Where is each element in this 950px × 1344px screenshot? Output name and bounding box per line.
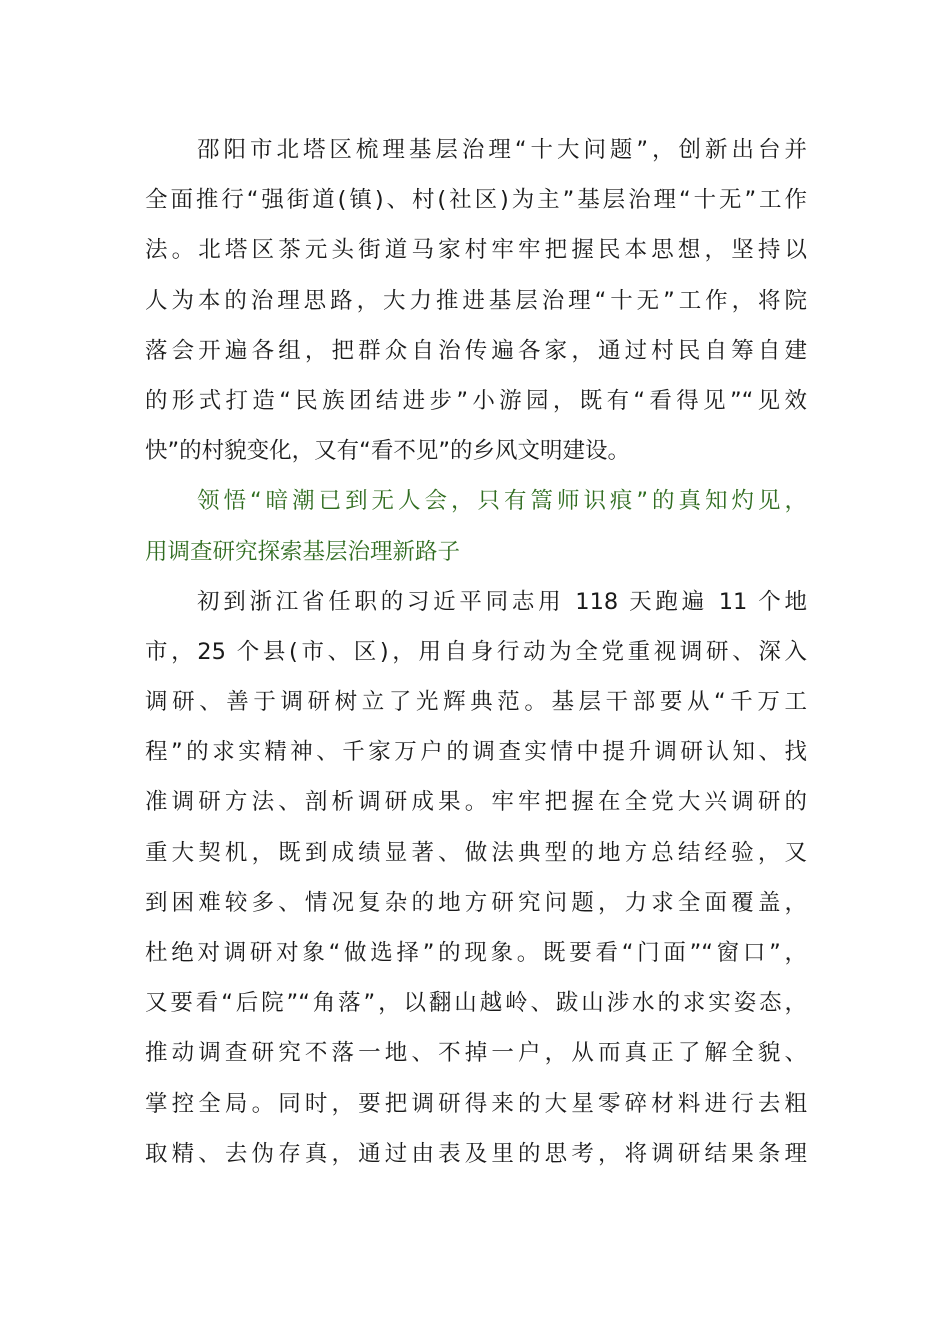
heading-line: 用调查研究探索基层治理新路子 xyxy=(145,538,461,565)
text-line: 杜绝对调研对象“做选择”的现象。既要看“门面”“窗口”， xyxy=(145,940,807,966)
text-line: 市，25 个县(市、区)，用自身行动为全党重视调研、深入 xyxy=(145,638,807,665)
text-line: 到困难较多、情况复杂的地方研究问题，力求全面覆盖， xyxy=(145,889,807,916)
section-heading xyxy=(145,476,807,576)
text-line: 调研、善于调研树立了光辉典范。基层干部要从“千万工 xyxy=(145,689,807,716)
text-line: 又要看“后院”“角落”，以翻山越岭、跋山涉水的求实姿态， xyxy=(145,990,807,1017)
text-line: 程”的求实精神、千家万户的调查实情中提升调研认知、找 xyxy=(145,739,807,766)
text-line: 取精、去伪存真，通过由表及里的思考，将调研结果条理 xyxy=(145,1140,807,1167)
text-line: 人为本的治理思路，大力推进基层治理“十无”工作，将院 xyxy=(145,287,807,314)
text-line: 掌控全局。同时，要把调研得来的大星零碎材料进行去粗 xyxy=(145,1090,807,1117)
text-line: 快”的村貌变化，又有“看不见”的乡风文明建设。 xyxy=(145,438,630,465)
text-line: 准调研方法、剖析调研成果。牢牢把握在全党大兴调研的 xyxy=(145,789,807,816)
text-line: 推动调查研究不落一地、不掉一户，从而真正了解全貌、 xyxy=(145,1040,807,1067)
paragraph-research xyxy=(145,577,807,1179)
text-line: 邵阳市北塔区梳理基层治理“十大问题”，创新出台并 xyxy=(197,137,807,163)
text-line: 落会开遍各组，把群众自治传遍各家，通过村民自筹自建 xyxy=(145,337,807,364)
document-body xyxy=(145,125,807,1179)
heading-line: 领悟“暗潮已到无人会，只有篙师识痕”的真知灼见， xyxy=(197,488,807,515)
text-line: 重大契机，既到成绩显著、做法典型的地方总结经验，又 xyxy=(145,839,807,866)
text-line: 的形式打造“民族团结进步”小游园，既有“看得见”“见效 xyxy=(145,387,807,414)
text-line: 初到浙江省任职的习近平同志用 118 天跑遍 11 个地 xyxy=(197,588,807,615)
text-line: 全面推行“强街道(镇)、村(社区)为主”基层治理“十无”工作 xyxy=(145,187,807,214)
paragraph-beita-governance xyxy=(145,125,807,476)
text-line: 法。北塔区茶元头街道马家村牢牢把握民本思想，坚持以 xyxy=(145,237,807,264)
